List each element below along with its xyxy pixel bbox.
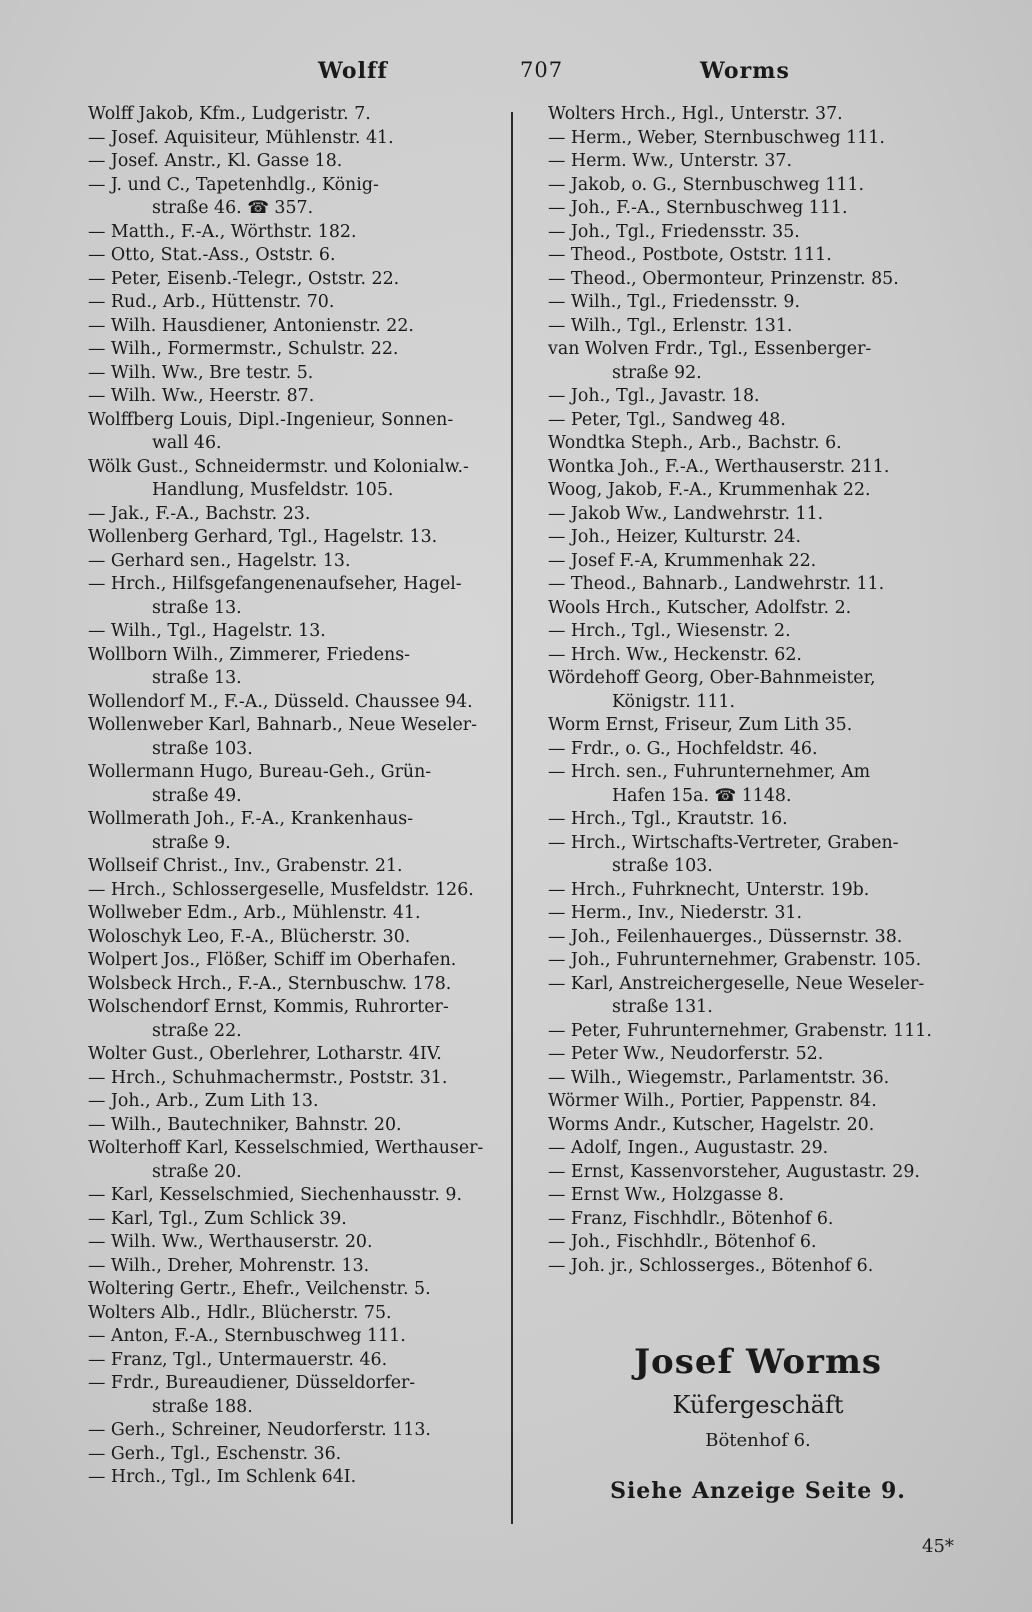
directory-entry-line: — Joh., Fuhrunternehmer, Grabenstr. 105. — [548, 950, 922, 970]
directory-entry-line: — Ernst Ww., Holzgasse 8. — [548, 1185, 784, 1205]
directory-entry-line: Worms Andr., Kutscher, Hagelstr. 20. — [548, 1114, 875, 1135]
directory-entry-line: wall 46. — [152, 433, 222, 453]
directory-entry-line: straße 49. — [152, 785, 242, 806]
directory-entry-line: Wollermann Hugo, Bureau-Geh., Grün- — [88, 762, 432, 782]
directory-entry-line: Wolter Gust., Oberlehrer, Lotharstr. 4IV. — [88, 1044, 442, 1064]
directory-entry-line: — Wilh., Bautechniker, Bahnstr. 20. — [88, 1114, 402, 1135]
directory-entry-line: — Gerhard sen., Hagelstr. 13. — [88, 550, 351, 571]
directory-entry-line: — Otto, Stat.-Ass., Oststr. 6. — [88, 245, 336, 265]
directory-entry-line: straße 92. — [612, 362, 702, 383]
directory-entry-line: Wollendorf M., F.-A., Düsseld. Chaussee 94. — [88, 691, 473, 712]
advert-address: Bötenhof 6. — [705, 1430, 811, 1451]
directory-entry-line: — Joh., Heizer, Kulturstr. 24. — [548, 527, 801, 547]
directory-entry-line: — Theod., Postbote, Oststr. 111. — [548, 245, 832, 265]
directory-entry-line: — Wilh., Tgl., Friedensstr. 9. — [548, 292, 801, 312]
directory-entry-line: — Hrch., Fuhrknecht, Unterstr. 19b. — [548, 879, 870, 900]
directory-entry-line: Wolff Jakob, Kfm., Ludgeristr. 7. — [88, 104, 371, 124]
directory-entry-line: straße 46. ☎ 357. — [152, 198, 314, 218]
directory-entry-line: straße 22. — [152, 1020, 242, 1041]
directory-entry-line: — Wilh. Ww., Bre testr. 5. — [88, 362, 314, 383]
directory-entry-line: Wondtka Steph., Arb., Bachstr. 6. — [548, 433, 842, 453]
directory-entry-line: — Wilh., Wiegemstr., Parlamentstr. 36. — [548, 1067, 890, 1088]
directory-entry-line: Wollenberg Gerhard, Tgl., Hagelstr. 13. — [88, 527, 438, 547]
directory-entry-line: — Hrch., Tgl., Im Schlenk 64I. — [88, 1467, 357, 1487]
directory-entry-line: — Joh., Fischhdlr., Bötenhof 6. — [548, 1232, 817, 1252]
directory-entry-line: Wollweber Edm., Arb., Mühlenstr. 41. — [88, 903, 421, 923]
directory-entry-line: — Joh., Tgl., Friedensstr. 35. — [548, 221, 800, 242]
directory-entry-line: Wölk Gust., Schneidermstr. und Kolonialw.- — [88, 456, 469, 477]
directory-entry-line: — Hrch., Tgl., Wiesenstr. 2. — [548, 621, 791, 641]
directory-entry-line: straße 188. — [152, 1396, 253, 1417]
directory-entry-line: — Wilh. Ww., Werthauserstr. 20. — [88, 1232, 373, 1252]
directory-entry-line: — Gerh., Tgl., Eschenstr. 36. — [88, 1443, 342, 1464]
directory-entry-line: Handlung, Musfeldstr. 105. — [152, 480, 394, 500]
directory-entry-line: Woog, Jakob, F.-A., Krummenhak 22. — [548, 480, 871, 500]
directory-entry-line: Wolschendorf Ernst, Kommis, Ruhrorter- — [88, 997, 449, 1017]
directory-entry-line: — Wilh. Hausdiener, Antonienstr. 22. — [88, 315, 414, 336]
directory-entry-line: Wörmer Wilh., Portier, Pappenstr. 84. — [548, 1091, 877, 1111]
directory-entry-line: — Theod., Obermonteur, Prinzenstr. 85. — [548, 268, 899, 289]
directory-entry-line: Wolterhoff Karl, Kesselschmied, Werthauser- — [88, 1138, 484, 1158]
directory-entry-line: — Herm., Weber, Sternbuschweg 111. — [548, 127, 885, 148]
directory-entry-line: Wollmerath Joh., F.-A., Krankenhaus- — [88, 809, 414, 829]
advert-name: Josef Worms — [633, 1342, 883, 1382]
directory-entry-line: straße 20. — [152, 1161, 242, 1182]
directory-entry-line: — Franz, Tgl., Untermauerstr. 46. — [88, 1349, 388, 1370]
directory-entry-line: straße 13. — [152, 597, 242, 618]
directory-entry-line: — Hrch., Wirtschafts-Vertreter, Graben- — [548, 832, 899, 853]
directory-entry-line: — Franz, Fischhdlr., Bötenhof 6. — [548, 1208, 834, 1229]
directory-entry-line: — Wilh., Dreher, Mohrenstr. 13. — [88, 1255, 370, 1276]
directory-entry-line: — Hrch., Schlossergeselle, Musfeldstr. 126. — [88, 879, 474, 900]
directory-entry-line: — Gerh., Schreiner, Neudorferstr. 113. — [88, 1420, 431, 1440]
directory-entry-line: — Karl, Anstreichergeselle, Neue Weseler- — [548, 973, 925, 994]
advert-trade: Küfergeschäft — [672, 1391, 844, 1419]
directory-entry-line: Wollborn Wilh., Zimmerer, Friedens- — [88, 644, 411, 665]
directory-entry-line: Woloschyk Leo, F.-A., Blücherstr. 30. — [88, 926, 411, 947]
directory-entry-line: — Josef. Aquisiteur, Mühlenstr. 41. — [88, 127, 394, 148]
signature-mark: 45* — [922, 1536, 954, 1557]
directory-entry-line: — Joh., Arb., Zum Lith 13. — [88, 1091, 319, 1111]
directory-entry-line: — Jakob Ww., Landwehrstr. 11. — [548, 503, 824, 524]
directory-entry-line: — Matth., F.-A., Wörthstr. 182. — [88, 221, 357, 242]
right-column — [548, 103, 968, 1278]
directory-entry-line: — Wilh., Formermstr., Schulstr. 22. — [88, 339, 399, 359]
left-column — [88, 103, 500, 1490]
directory-entry-line: — Joh., F.-A., Sternbuschweg 111. — [548, 198, 848, 218]
directory-entry-line: — Peter, Eisenb.-Telegr., Oststr. 22. — [88, 268, 400, 289]
directory-entry-line: Wördehoff Georg, Ober-Bahnmeister, — [548, 668, 876, 688]
directory-entry-line: — Frdr., Bureaudiener, Düsseldorfer- — [88, 1373, 416, 1393]
directory-entry-line: Wontka Joh., F.-A., Werthauserstr. 211. — [548, 456, 890, 477]
directory-entry-line: — Hrch., Schuhmachermstr., Poststr. 31. — [88, 1067, 448, 1088]
advert-see-reference: Siehe Anzeige Seite 9. — [610, 1478, 906, 1504]
directory-entry-line: — Wilh. Ww., Heerstr. 87. — [88, 386, 315, 406]
directory-entry-line: — Jakob, o. G., Sternbuschweg 111. — [548, 174, 864, 195]
directory-entry-line: — J. und C., Tapetenhdlg., König- — [88, 174, 379, 195]
directory-entry-line: Hafen 15a. ☎ 1148. — [612, 785, 792, 806]
directory-entry-line: van Wolven Frdr., Tgl., Essenberger- — [548, 339, 872, 359]
directory-entry-line: Woltering Gertr., Ehefr., Veilchenstr. 5. — [88, 1279, 431, 1299]
directory-entry-line: Wollenweber Karl, Bahnarb., Neue Weseler- — [88, 715, 477, 735]
directory-entry-line: — Josef. Anstr., Kl. Gasse 18. — [88, 151, 343, 171]
directory-entry-line: — Peter, Tgl., Sandweg 48. — [548, 409, 786, 430]
directory-entry-line: — Frdr., o. G., Hochfeldstr. 46. — [548, 738, 818, 759]
directory-entry-line: Wolpert Jos., Flößer, Schiff im Oberhafen. — [88, 950, 457, 970]
directory-entry-line: — Peter, Fuhrunternehmer, Grabenstr. 111. — [548, 1020, 932, 1041]
directory-entry-line: — Joh., Tgl., Javastr. 18. — [548, 386, 760, 406]
page-number: 707 — [520, 58, 564, 82]
directory-entry-line: — Peter Ww., Neudorferstr. 52. — [548, 1044, 824, 1064]
directory-entry-line: — Karl, Tgl., Zum Schlick 39. — [88, 1208, 347, 1229]
directory-entry-line: — Joh., Feilenhauerges., Düssernstr. 38. — [548, 926, 903, 947]
directory-entry-line: — Herm., Inv., Niederstr. 31. — [548, 903, 803, 923]
directory-entry-line: — Hrch., Tgl., Krautstr. 16. — [548, 809, 788, 829]
directory-entry-line: — Anton, F.-A., Sternbuschweg 111. — [88, 1326, 406, 1346]
directory-entry-line: straße 9. — [152, 832, 231, 853]
directory-entry-line: — Herm. Ww., Unterstr. 37. — [548, 151, 792, 171]
directory-entry-line: straße 13. — [152, 668, 242, 688]
header-left-keyword: Wolff — [318, 58, 388, 84]
directory-entry-line: — Hrch. sen., Fuhrunternehmer, Am — [548, 762, 871, 782]
directory-entry-line: Wolters Hrch., Hgl., Unterstr. 37. — [548, 104, 843, 124]
directory-entry-line: Wolters Alb., Hdlr., Blücherstr. 75. — [88, 1302, 392, 1323]
directory-entry-line: — Ernst, Kassenvorsteher, Augustastr. 29. — [548, 1161, 920, 1182]
column-divider — [511, 112, 513, 1524]
directory-entry-line: — Theod., Bahnarb., Landwehrstr. 11. — [548, 574, 885, 594]
directory-entry-line: Wollseif Christ., Inv., Grabenstr. 21. — [88, 856, 403, 876]
directory-entry-line: Worm Ernst, Friseur, Zum Lith 35. — [548, 715, 853, 735]
directory-entry-line: straße 131. — [612, 997, 713, 1017]
directory-entry-line: Wolsbeck Hrch., F.-A., Sternbuschw. 178. — [88, 973, 452, 994]
directory-entry-line: — Rud., Arb., Hüttenstr. 70. — [88, 292, 335, 312]
directory-entry-line: — Karl, Kesselschmied, Siechenhausstr. 9. — [88, 1185, 462, 1205]
directory-entry-line: straße 103. — [152, 738, 253, 759]
directory-entry-line: — Adolf, Ingen., Augustastr. 29. — [548, 1138, 829, 1158]
header-right-keyword: Worms — [700, 58, 790, 84]
directory-entry-line: Wolffberg Louis, Dipl.-Ingenieur, Sonnen- — [88, 409, 454, 430]
directory-entry-line: Wools Hrch., Kutscher, Adolfstr. 2. — [548, 597, 852, 618]
directory-entry-line: — Hrch., Hilfsgefangenenaufseher, Hagel- — [88, 574, 462, 594]
directory-entry-line: straße 103. — [612, 856, 713, 876]
directory-entry-line: — Joh. jr., Schlosserges., Bötenhof 6. — [548, 1255, 874, 1276]
directory-entry-line: — Wilh., Tgl., Erlenstr. 131. — [548, 315, 793, 336]
directory-entry-line: — Josef F.-A, Krummenhak 22. — [548, 550, 817, 571]
directory-entry-line: — Jak., F.-A., Bachstr. 23. — [88, 503, 311, 524]
directory-entry-line: — Wilh., Tgl., Hagelstr. 13. — [88, 621, 326, 641]
directory-entry-line: Königstr. 111. — [612, 691, 735, 712]
directory-entry-line: — Hrch. Ww., Heckenstr. 62. — [548, 644, 802, 665]
